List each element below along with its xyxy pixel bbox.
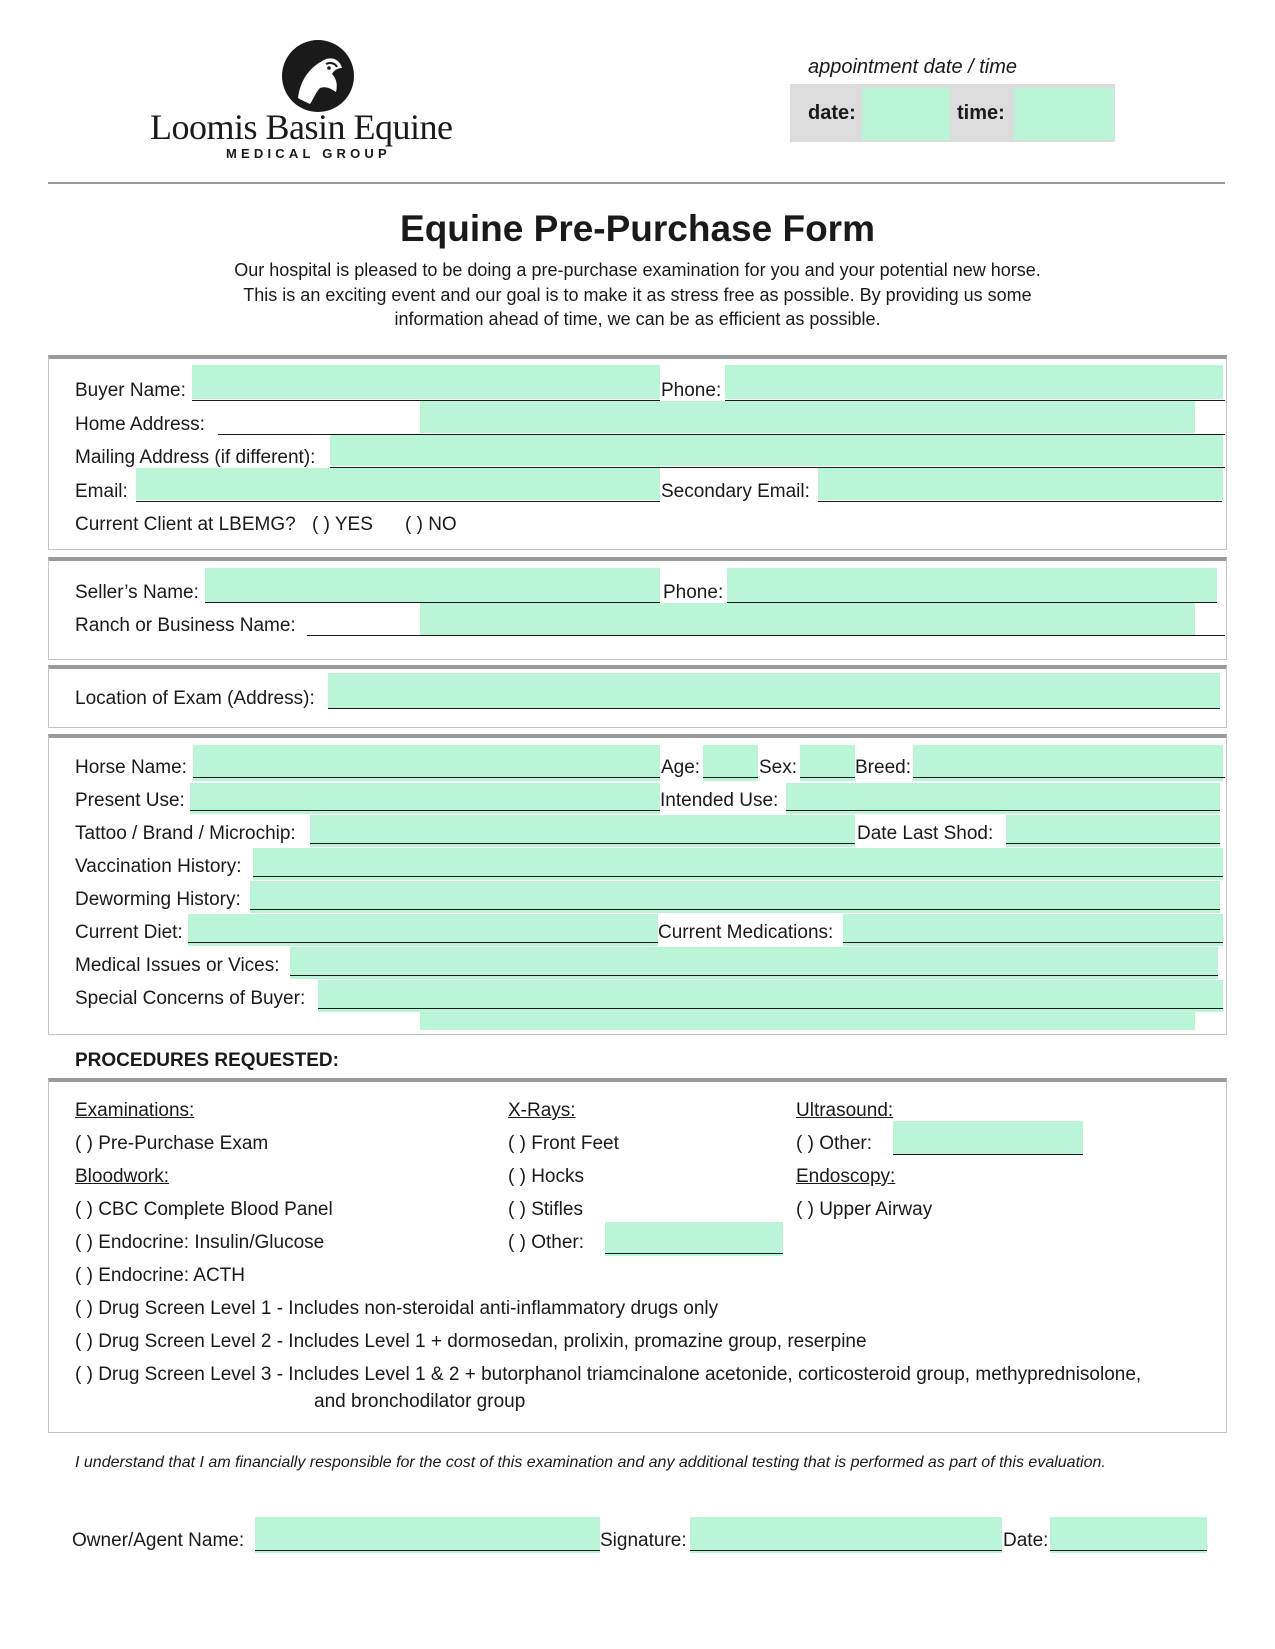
secondary-email-field[interactable]	[818, 501, 1222, 502]
stifles-option[interactable]: ( ) Stifles	[508, 1199, 583, 1220]
diet-label: Current Diet:	[75, 922, 183, 943]
sex-fill	[800, 745, 855, 781]
examinations-heading: Examinations:	[75, 1100, 195, 1121]
date-last-shod-label: Date Last Shod:	[857, 823, 994, 844]
current-client-label: Current Client at LBEMG?	[75, 514, 296, 535]
vaccination-label: Vaccination History:	[75, 856, 242, 877]
owner-name-label: Owner/Agent Name:	[72, 1530, 245, 1551]
ranch-name-fill	[420, 603, 1195, 635]
signature-fill	[690, 1517, 1002, 1553]
time-label: time:	[957, 102, 1005, 124]
owner-name-fill	[255, 1517, 600, 1553]
medical-issues-field[interactable]	[290, 975, 1218, 976]
age-field[interactable]	[703, 777, 758, 778]
mailing-address-field[interactable]	[330, 467, 1225, 468]
medications-label: Current Medications:	[658, 922, 834, 943]
ultrasound-heading: Ultrasound:	[796, 1100, 894, 1121]
signature-date-field[interactable]	[1050, 1550, 1207, 1551]
date-label: date:	[808, 102, 856, 124]
financial-agreement: I understand that I am financially responsible for the cost of this examination and any additional testing that is performed as part of this evaluation.	[75, 1454, 1106, 1471]
ranch-name-label: Ranch or Business Name:	[75, 615, 296, 636]
special-concerns-fill-2	[420, 1012, 1195, 1030]
ultrasound-other-option[interactable]: ( ) Other:	[796, 1133, 873, 1154]
deworming-field[interactable]	[250, 909, 1220, 910]
email-field[interactable]	[136, 501, 660, 502]
intended-use-label: Intended Use:	[660, 790, 779, 811]
current-client-no[interactable]: ( ) NO	[405, 514, 457, 535]
front-feet-option[interactable]: ( ) Front Feet	[508, 1133, 619, 1154]
intro-line: Our hospital is pleased to be doing a pre-purchase examination for you and your potential new horse.	[234, 260, 1041, 280]
drug-screen-level2-option[interactable]: ( ) Drug Screen Level 2 - Includes Level 1 + dormosedan, prolixin, promazine group, reserpine	[75, 1331, 867, 1352]
secondary-email-fill	[818, 468, 1223, 500]
endocrine-insulin-option[interactable]: ( ) Endocrine: Insulin/Glucose	[75, 1232, 325, 1253]
location-label: Location of Exam (Address):	[75, 688, 315, 709]
location-field[interactable]	[328, 708, 1220, 709]
breed-field[interactable]	[913, 777, 1225, 778]
drug-screen-level1-option[interactable]: ( ) Drug Screen Level 1 - Includes non-steroidal anti-inflammatory drugs only	[75, 1298, 719, 1319]
intended-use-field[interactable]	[786, 810, 1220, 811]
present-use-field[interactable]	[190, 810, 660, 811]
appointment-label: appointment date / time	[808, 56, 1018, 78]
signature-date-label: Date:	[1003, 1530, 1049, 1551]
tattoo-label: Tattoo / Brand / Microchip:	[75, 823, 296, 844]
ultrasound-other-fill	[893, 1121, 1083, 1155]
special-concerns-label: Special Concerns of Buyer:	[75, 988, 306, 1009]
logo-name: Loomis Basin Equine	[150, 107, 453, 147]
owner-name-field[interactable]	[255, 1550, 600, 1551]
bloodwork-heading: Bloodwork:	[75, 1166, 169, 1187]
signature-date-fill	[1050, 1517, 1207, 1553]
buyer-phone-label: Phone:	[661, 380, 722, 401]
special-concerns-field[interactable]	[318, 1008, 1223, 1009]
signature-field[interactable]	[690, 1550, 1002, 1551]
pre-purchase-option[interactable]: ( ) Pre-Purchase Exam	[75, 1133, 269, 1154]
procedures-heading: PROCEDURES REQUESTED:	[75, 1050, 339, 1071]
email-fill	[136, 468, 660, 500]
email-label: Email:	[75, 481, 128, 502]
page-title: Equine Pre-Purchase Form	[400, 208, 875, 249]
xray-other-field[interactable]	[605, 1253, 783, 1254]
xray-other-option[interactable]: ( ) Other:	[508, 1232, 585, 1253]
sex-label: Sex:	[759, 757, 798, 778]
medical-issues-label: Medical Issues or Vices:	[75, 955, 280, 976]
buyer-name-label: Buyer Name:	[75, 380, 186, 401]
home-address-label: Home Address:	[75, 414, 205, 435]
intro-text	[0, 258, 1275, 332]
seller-phone-label: Phone:	[663, 582, 724, 603]
breed-label: Breed:	[855, 757, 911, 778]
xrays-heading: X-Rays:	[508, 1100, 576, 1121]
signature-label: Signature:	[600, 1530, 687, 1551]
intro-line: information ahead of time, we can be as efficient as possible.	[394, 309, 881, 329]
medications-field[interactable]	[843, 942, 1223, 943]
ultrasound-other-field[interactable]	[893, 1154, 1083, 1155]
buyer-phone-fill	[725, 365, 1223, 399]
seller-name-field[interactable]	[205, 602, 660, 603]
logo	[150, 38, 480, 168]
tattoo-field[interactable]	[310, 843, 855, 844]
horse-name-label: Horse Name:	[75, 757, 187, 778]
appointment-time-field[interactable]	[1014, 88, 1114, 140]
logo-subtitle: MEDICAL GROUP	[226, 146, 391, 161]
drug-screen-level3-option[interactable]: ( ) Drug Screen Level 3 - Includes Level 1 & 2 + butorphanol triamcinalone acetonide, corticosteroid group, methyprednisolone,	[75, 1364, 1142, 1385]
age-fill	[703, 745, 758, 781]
seller-name-label: Seller’s Name:	[75, 582, 199, 603]
endoscopy-heading: Endoscopy:	[796, 1166, 896, 1187]
horse-name-field[interactable]	[193, 777, 660, 778]
seller-name-fill	[205, 568, 660, 602]
age-label: Age:	[661, 757, 701, 778]
appointment-date-field[interactable]	[862, 88, 950, 140]
drug-screen-level3-continued: and bronchodilator group	[314, 1391, 526, 1412]
seller-phone-fill	[727, 568, 1217, 602]
horse-logo-icon	[280, 38, 358, 114]
hocks-option[interactable]: ( ) Hocks	[508, 1166, 584, 1187]
header-divider	[48, 182, 1225, 184]
mailing-address-label: Mailing Address (if different):	[75, 447, 316, 468]
buyer-phone-field[interactable]	[725, 400, 1225, 401]
home-address-fill	[420, 401, 1195, 433]
cbc-option[interactable]: ( ) CBC Complete Blood Panel	[75, 1199, 333, 1220]
upper-airway-option[interactable]: ( ) Upper Airway	[796, 1199, 933, 1220]
present-use-label: Present Use:	[75, 790, 185, 811]
endocrine-acth-option[interactable]: ( ) Endocrine: ACTH	[75, 1265, 245, 1286]
ranch-name-field[interactable]	[307, 635, 1225, 636]
seller-phone-field[interactable]	[727, 602, 1217, 603]
date-last-shod-field[interactable]	[1006, 843, 1220, 844]
secondary-email-label: Secondary Email:	[661, 481, 810, 502]
horse-name-fill	[193, 745, 660, 781]
buyer-name-field[interactable]	[192, 400, 660, 401]
deworming-label: Deworming History:	[75, 889, 241, 910]
vaccination-field[interactable]	[253, 876, 1223, 877]
mailing-address-fill	[330, 434, 1223, 466]
buyer-name-fill	[192, 365, 660, 399]
current-client-yes[interactable]: ( ) YES	[312, 514, 373, 535]
intro-line: This is an exciting event and our goal is to make it as stress free as possible. By providing us some	[243, 284, 1032, 305]
xray-other-fill	[605, 1222, 783, 1256]
diet-field[interactable]	[188, 942, 658, 943]
sex-field[interactable]	[800, 777, 855, 778]
location-fill	[328, 673, 1220, 709]
home-address-field[interactable]	[218, 434, 1225, 435]
breed-fill	[913, 745, 1223, 781]
